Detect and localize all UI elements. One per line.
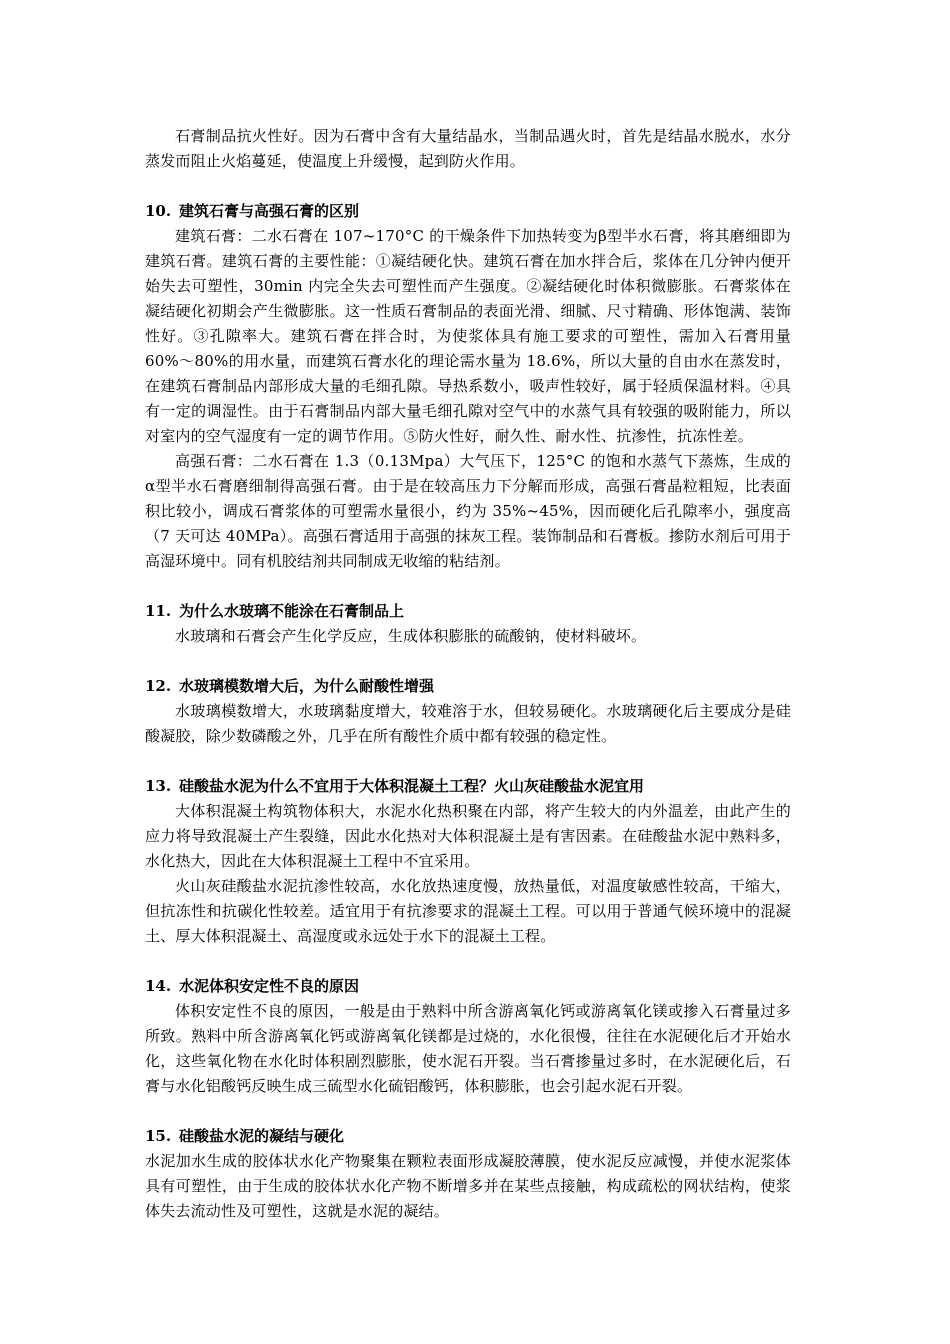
paragraph: 水泥加水生成的胶体状水化产物聚集在颗粒表面形成凝胶薄膜，使水泥反应减慢，并使水泥浆体具有可塑性，由于生成的胶体状水化产物不断增多并在某些点接触，构成疏松的网状结构，使浆体失去流动性及可塑性，这就是水泥的凝结。 <box>145 1152 791 1220</box>
section-heading <box>145 974 791 999</box>
section-10 <box>145 199 791 574</box>
section-heading <box>145 599 791 624</box>
section-11 <box>145 599 791 649</box>
section-heading <box>145 674 791 699</box>
section-number: 14. <box>145 977 172 995</box>
section-title: 建筑石膏与高强石膏的区别 <box>179 202 360 220</box>
section-intro <box>145 124 791 174</box>
section-number: 12. <box>145 677 172 695</box>
section-14 <box>145 974 791 1099</box>
section-15 <box>145 1124 791 1224</box>
paragraph: 高强石膏：二水石膏在 1.3（0.13Mpa）大气压下，125°C 的饱和水蒸气下蒸炼，生成的α型半水石膏磨细制得高强石膏。由于是在较高压力下分解而形成，高强石膏晶粒粗短，比表面积比较小，调成石膏浆体的可塑需水量很小，约为 35%~45%，因而硬化后孔隙率小，强度高（7 天可达 40MPa）。高强石膏适用于高强的抹灰工程。装饰制品和石膏板。掺防水剂后可用于高湿环境中。同有机胶结剂共同制成无收缩的粘结剂。 <box>145 452 791 570</box>
section-13 <box>145 774 791 949</box>
section-heading <box>145 199 791 224</box>
paragraph: 水玻璃和石膏会产生化学反应，生成体积膨胀的硫酸钠，使材料破坏。 <box>175 627 647 645</box>
section-number: 15. <box>145 1127 172 1145</box>
section-heading <box>145 1124 791 1149</box>
paragraph: 水玻璃模数增大，水玻璃黏度增大，较难溶于水，但较易硬化。水玻璃硬化后主要成分是硅酸凝胶，除少数磷酸之外，几乎在所有酸性介质中都有较强的稳定性。 <box>145 702 791 745</box>
paragraph: 建筑石膏：二水石膏在 107~170°C 的干燥条件下加热转变为β型半水石膏，将其磨细即为建筑石膏。建筑石膏的主要性能：①凝结硬化快。建筑石膏在加水拌合后，浆体在几分钟内便开始失去可塑性，30min 内完全失去可塑性而产生强度。②凝结硬化时体积微膨胀。石膏浆体在凝结硬化初期会产生微膨胀。这一性质石膏制品的表面光滑、细腻、尺寸精确、形体饱满、装饰性好。③孔隙率大。建筑石膏在拌合时，为使浆体具有施工要求的可塑性，需加入石膏用量 60%～80%的用水量，而建筑石膏水化的理论需水量为 18.6%，所以大量的自由水在蒸发时，在建筑石膏制品内部形成大量的毛细孔隙。导热系数小，吸声性较好，属于轻质保温材料。④具有一定的调湿性。由于石膏制品内部大量毛细孔隙对空气中的水蒸气具有较强的吸附能力，所以对室内的空气湿度有一定的调节作用。⑤防火性好，耐久性、耐水性、抗渗性，抗冻性差。 <box>145 227 791 445</box>
section-number: 13. <box>145 777 172 795</box>
section-title: 硅酸盐水泥的凝结与硬化 <box>179 1127 345 1145</box>
section-title: 水玻璃模数增大后，为什么耐酸性增强 <box>179 677 435 695</box>
paragraph: 大体积混凝土构筑物体积大，水泥水化热积聚在内部，将产生较大的内外温差，由此产生的应力将导致混凝土产生裂缝，因此水化热对大体积混凝土是有害因素。在硅酸盐水泥中熟料多，水化热大，因此在大体积混凝土工程中不宜采用。 <box>145 802 791 870</box>
section-12 <box>145 674 791 749</box>
section-heading <box>145 774 791 799</box>
section-number: 11. <box>145 602 172 620</box>
section-title: 水泥体积安定性不良的原因 <box>179 977 360 995</box>
paragraph: 火山灰硅酸盐水泥抗渗性较高，水化放热速度慢，放热量低，对温度敏感性较高，干缩大，但抗冻性和抗碳化性较差。适宜用于有抗渗要求的混凝土工程。可以用于普通气候环境中的混凝土、厚大体积混凝土、高湿度或永远处于水下的混凝土工程。 <box>145 877 791 945</box>
paragraph: 石膏制品抗火性好。因为石膏中含有大量结晶水，当制品遇火时，首先是结晶水脱水，水分蒸发而阻止火焰蔓延，使温度上升缓慢，起到防火作用。 <box>145 127 791 170</box>
section-number: 10. <box>145 202 172 220</box>
paragraph: 体积安定性不良的原因，一般是由于熟料中所含游离氧化钙或游离氧化镁或掺入石膏量过多所致。熟料中所含游离氧化钙或游离氧化镁都是过烧的，水化很慢，往往在水泥硬化后才开始水化，这些氧化物在水化时体积剧烈膨胀，使水泥石开裂。当石膏掺量过多时，在水泥硬化后，石膏与水化铝酸钙反映生成三硫型水化硫铝酸钙，体积膨胀，也会引起水泥石开裂。 <box>145 1002 791 1095</box>
document-page <box>145 124 791 1224</box>
section-title: 为什么水玻璃不能涂在石膏制品上 <box>179 602 405 620</box>
section-title: 硅酸盐水泥为什么不宜用于大体积混凝土工程？火山灰硅酸盐水泥宜用 <box>179 777 645 795</box>
